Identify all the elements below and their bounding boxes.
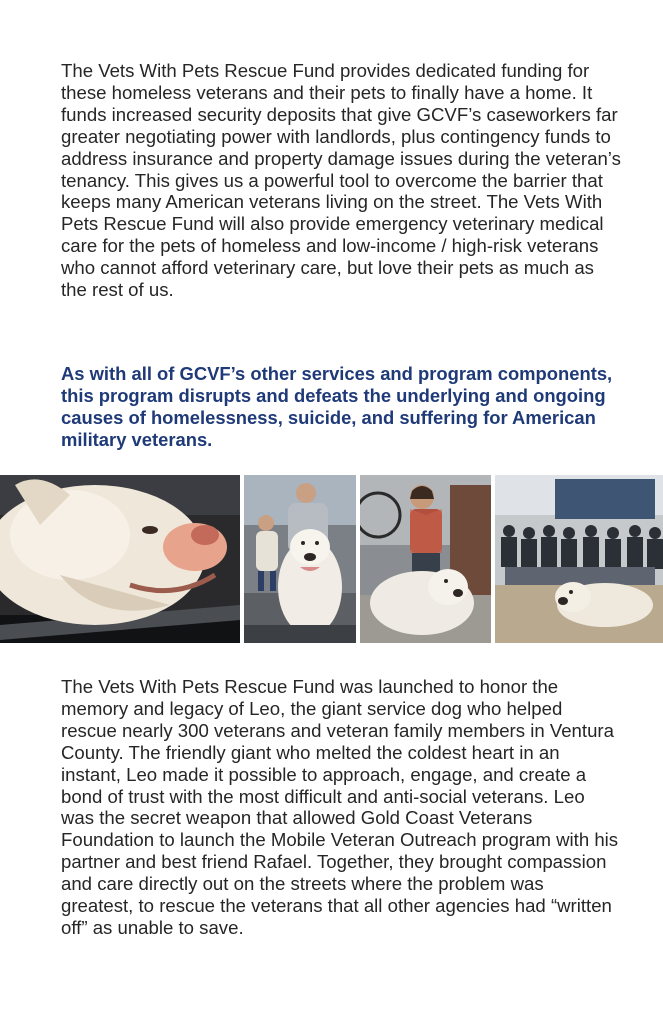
- dog-in-car-photo: [0, 475, 240, 643]
- veteran-child-dog-photo: [244, 475, 356, 643]
- photo-strip: [0, 475, 663, 643]
- highlight-statement: As with all of GCVF’s other services and program components, this program disrupts and defeats the underlying and ongoing causes of homelessness, suicide, and suffering for American military veterans.: [61, 363, 613, 450]
- leo-paragraph: The Vets With Pets Rescue Fund was launched to honor the memory and legacy of Leo, the giant service dog who helped rescue nearly 300 veterans and veteran family members in Ventura County. The friendly giant who melted the coldest heart in an instant, Leo made it possible to approach, engage, and create a bond of trust with the most difficult and anti-social veterans. Leo was the secret weapon that allowed Gold Coast Veterans Foundation to launch the Mobile Veteran Outreach program with his partner and best friend Rafael. Together, they brought compassion and care directly out on the streets where the problem was greatest, to rescue the veterans that all other agencies had “written off” as unable to save.: [61, 676, 619, 938]
- woman-with-dog-photo: [360, 475, 491, 643]
- meeting-with-dog-photo: [495, 475, 663, 643]
- intro-paragraph: The Vets With Pets Rescue Fund provides dedicated funding for these homeless veterans and their pets to finally have a home. It funds increased security deposits that give GCVF’s caseworkers far greater negotiating power with landlords, plus contingency funds to address insurance and property damage issues during the veteran’s tenancy. This gives us a powerful tool to overcome the barrier that keeps many American veterans living on the street. The Vets With Pets Rescue Fund will also provide emergency veterinary medical care for the pets of homeless and low-income / high-risk veterans who cannot afford veterinary care, but love their pets as much as the rest of us.: [61, 60, 621, 301]
